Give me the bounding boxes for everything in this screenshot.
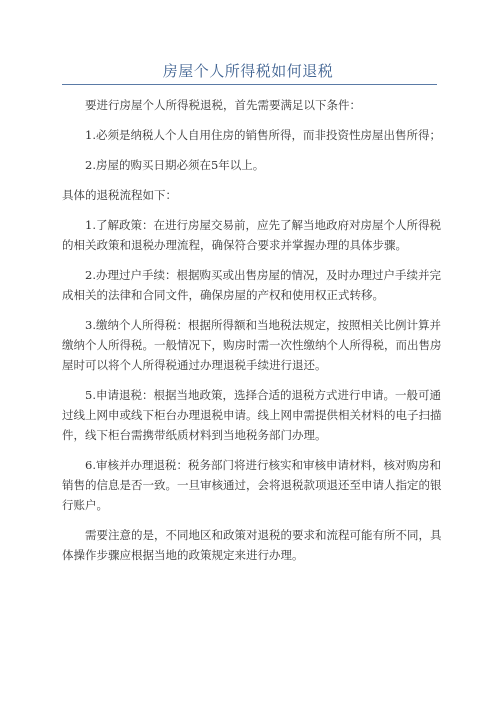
paragraph-step-2: 2.办理过户手续：根据购买或出售房屋的情况，及时办理过户手续并完成相关的法律和合同文件，确保房屋的产权和使用权正式转移。 <box>62 268 441 302</box>
paragraph-process-heading: 具体的退税流程如下： <box>62 188 177 202</box>
paragraph-step-6: 6.审核并办理退税：税务部门将进行核实和审核申请材料，核对购房和销售的信息是否一致。一旦审核通过，会将退税款项退还至申请人指定的银行账户。 <box>62 458 442 512</box>
paragraph-intro: 要进行房屋个人所得税退税，首先需要满足以下条件： <box>85 98 361 112</box>
title-underline <box>62 84 437 85</box>
document-title: 房屋个人所得税如何退税 <box>162 62 334 80</box>
paragraph-step-3: 3.缴纳个人所得税：根据所得额和当地税法规定，按照相关比例计算并缴纳个人所得税。一般情况下，购房时需一次性缴纳个人所得税，而出售房屋时可以将个人所得税通过办理退税手续进行退还。 <box>62 318 442 372</box>
paragraph-step-5: 5.申请退税：根据当地政策，选择合适的退税方式进行申请。一般可通过线上网申或线下柜台办理退税申请。线上网申需提供相关材料的电子扫描件，线下柜台需携带纸质材料到当地税务部门办理。 <box>62 388 442 442</box>
paragraph-note: 需要注意的是，不同地区和政策对退税的要求和流程可能有所不同，具体操作步骤应根据当地的政策规定来进行办理。 <box>62 528 442 562</box>
document-body <box>62 95 452 575</box>
paragraph-condition-2: 2.房屋的购买日期必须在5年以上。 <box>85 158 265 172</box>
paragraph-condition-1: 1.必须是纳税人个人自用住房的销售所得，而非投资性房屋出售所得； <box>85 128 441 142</box>
paragraph-step-1: 1.了解政策：在进行房屋交易前，应先了解当地政府对房屋个人所得税的相关政策和退税办理流程，确保符合要求并掌握办理的具体步骤。 <box>62 218 441 252</box>
